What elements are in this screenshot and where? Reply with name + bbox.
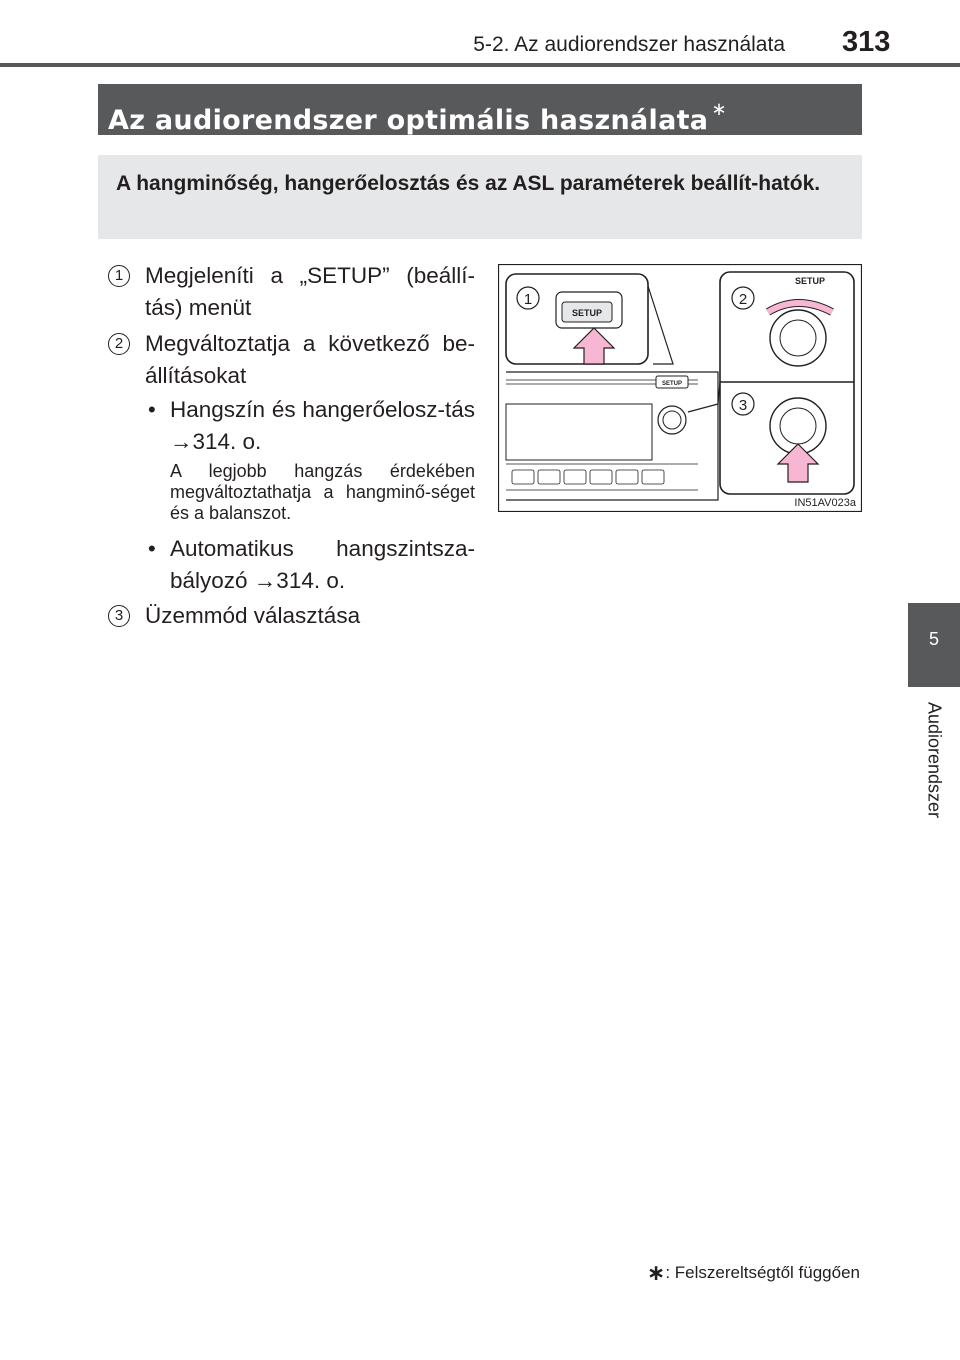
chapter-tab <box>908 603 960 687</box>
audio-unit-illustration <box>498 264 862 512</box>
bullet-text-1: Hangszín és hangerőelosz-tás →314. o. <box>170 397 475 454</box>
step-number-2: 2 <box>108 333 130 355</box>
title-asterisk: ∗ <box>711 99 727 120</box>
bullet-marker-2: • <box>148 536 156 561</box>
summary-box <box>98 155 862 239</box>
step-text-1: Megjeleníti a „SETUP” (beállí-tás) menüt <box>145 263 475 320</box>
callout-1: 1 <box>523 291 533 308</box>
step-number-1: 1 <box>108 265 130 287</box>
section-title-bar <box>98 84 862 135</box>
small-setup-label: SETUP <box>661 381 683 387</box>
step-text-3: Üzemmód választása <box>145 603 361 628</box>
footnote <box>647 1260 860 1286</box>
step-number-3: 3 <box>108 605 130 627</box>
callout-2: 2 <box>738 291 748 308</box>
summary-text: A hangminőség, hangerőelosztás és az ASL paraméterek beállít-hatók. <box>116 172 821 195</box>
header-divider <box>0 63 960 67</box>
chapter-label: Audiorendszer <box>924 701 945 819</box>
bullet-marker-1: • <box>148 397 156 422</box>
footnote-text: : Felszereltségtől függően <box>665 1263 860 1282</box>
bullet-text-2: Automatikus hangszintsza-bályozó →314. o. <box>170 536 475 593</box>
callout-3: 3 <box>738 397 748 414</box>
figure-code: IN51AV023a <box>794 497 856 509</box>
setup-button-label: SETUP <box>571 308 603 318</box>
note-text: A legjobb hangzás érdekében megváltoztathatja a hangminő-séget és a balanszot. <box>170 461 475 523</box>
chapter-number: 5 <box>928 629 939 649</box>
footnote-asterisk: ∗ <box>646 1260 666 1285</box>
section-title: Az audiorendszer optimális használata <box>108 105 709 136</box>
header-section-title: 5-2. Az audiorendszer használata <box>473 33 785 56</box>
setup-label-top: SETUP <box>794 276 826 286</box>
page-number: 313 <box>842 26 891 58</box>
step-text-2: Megváltoztatja a következő be-állításokat <box>145 331 475 388</box>
